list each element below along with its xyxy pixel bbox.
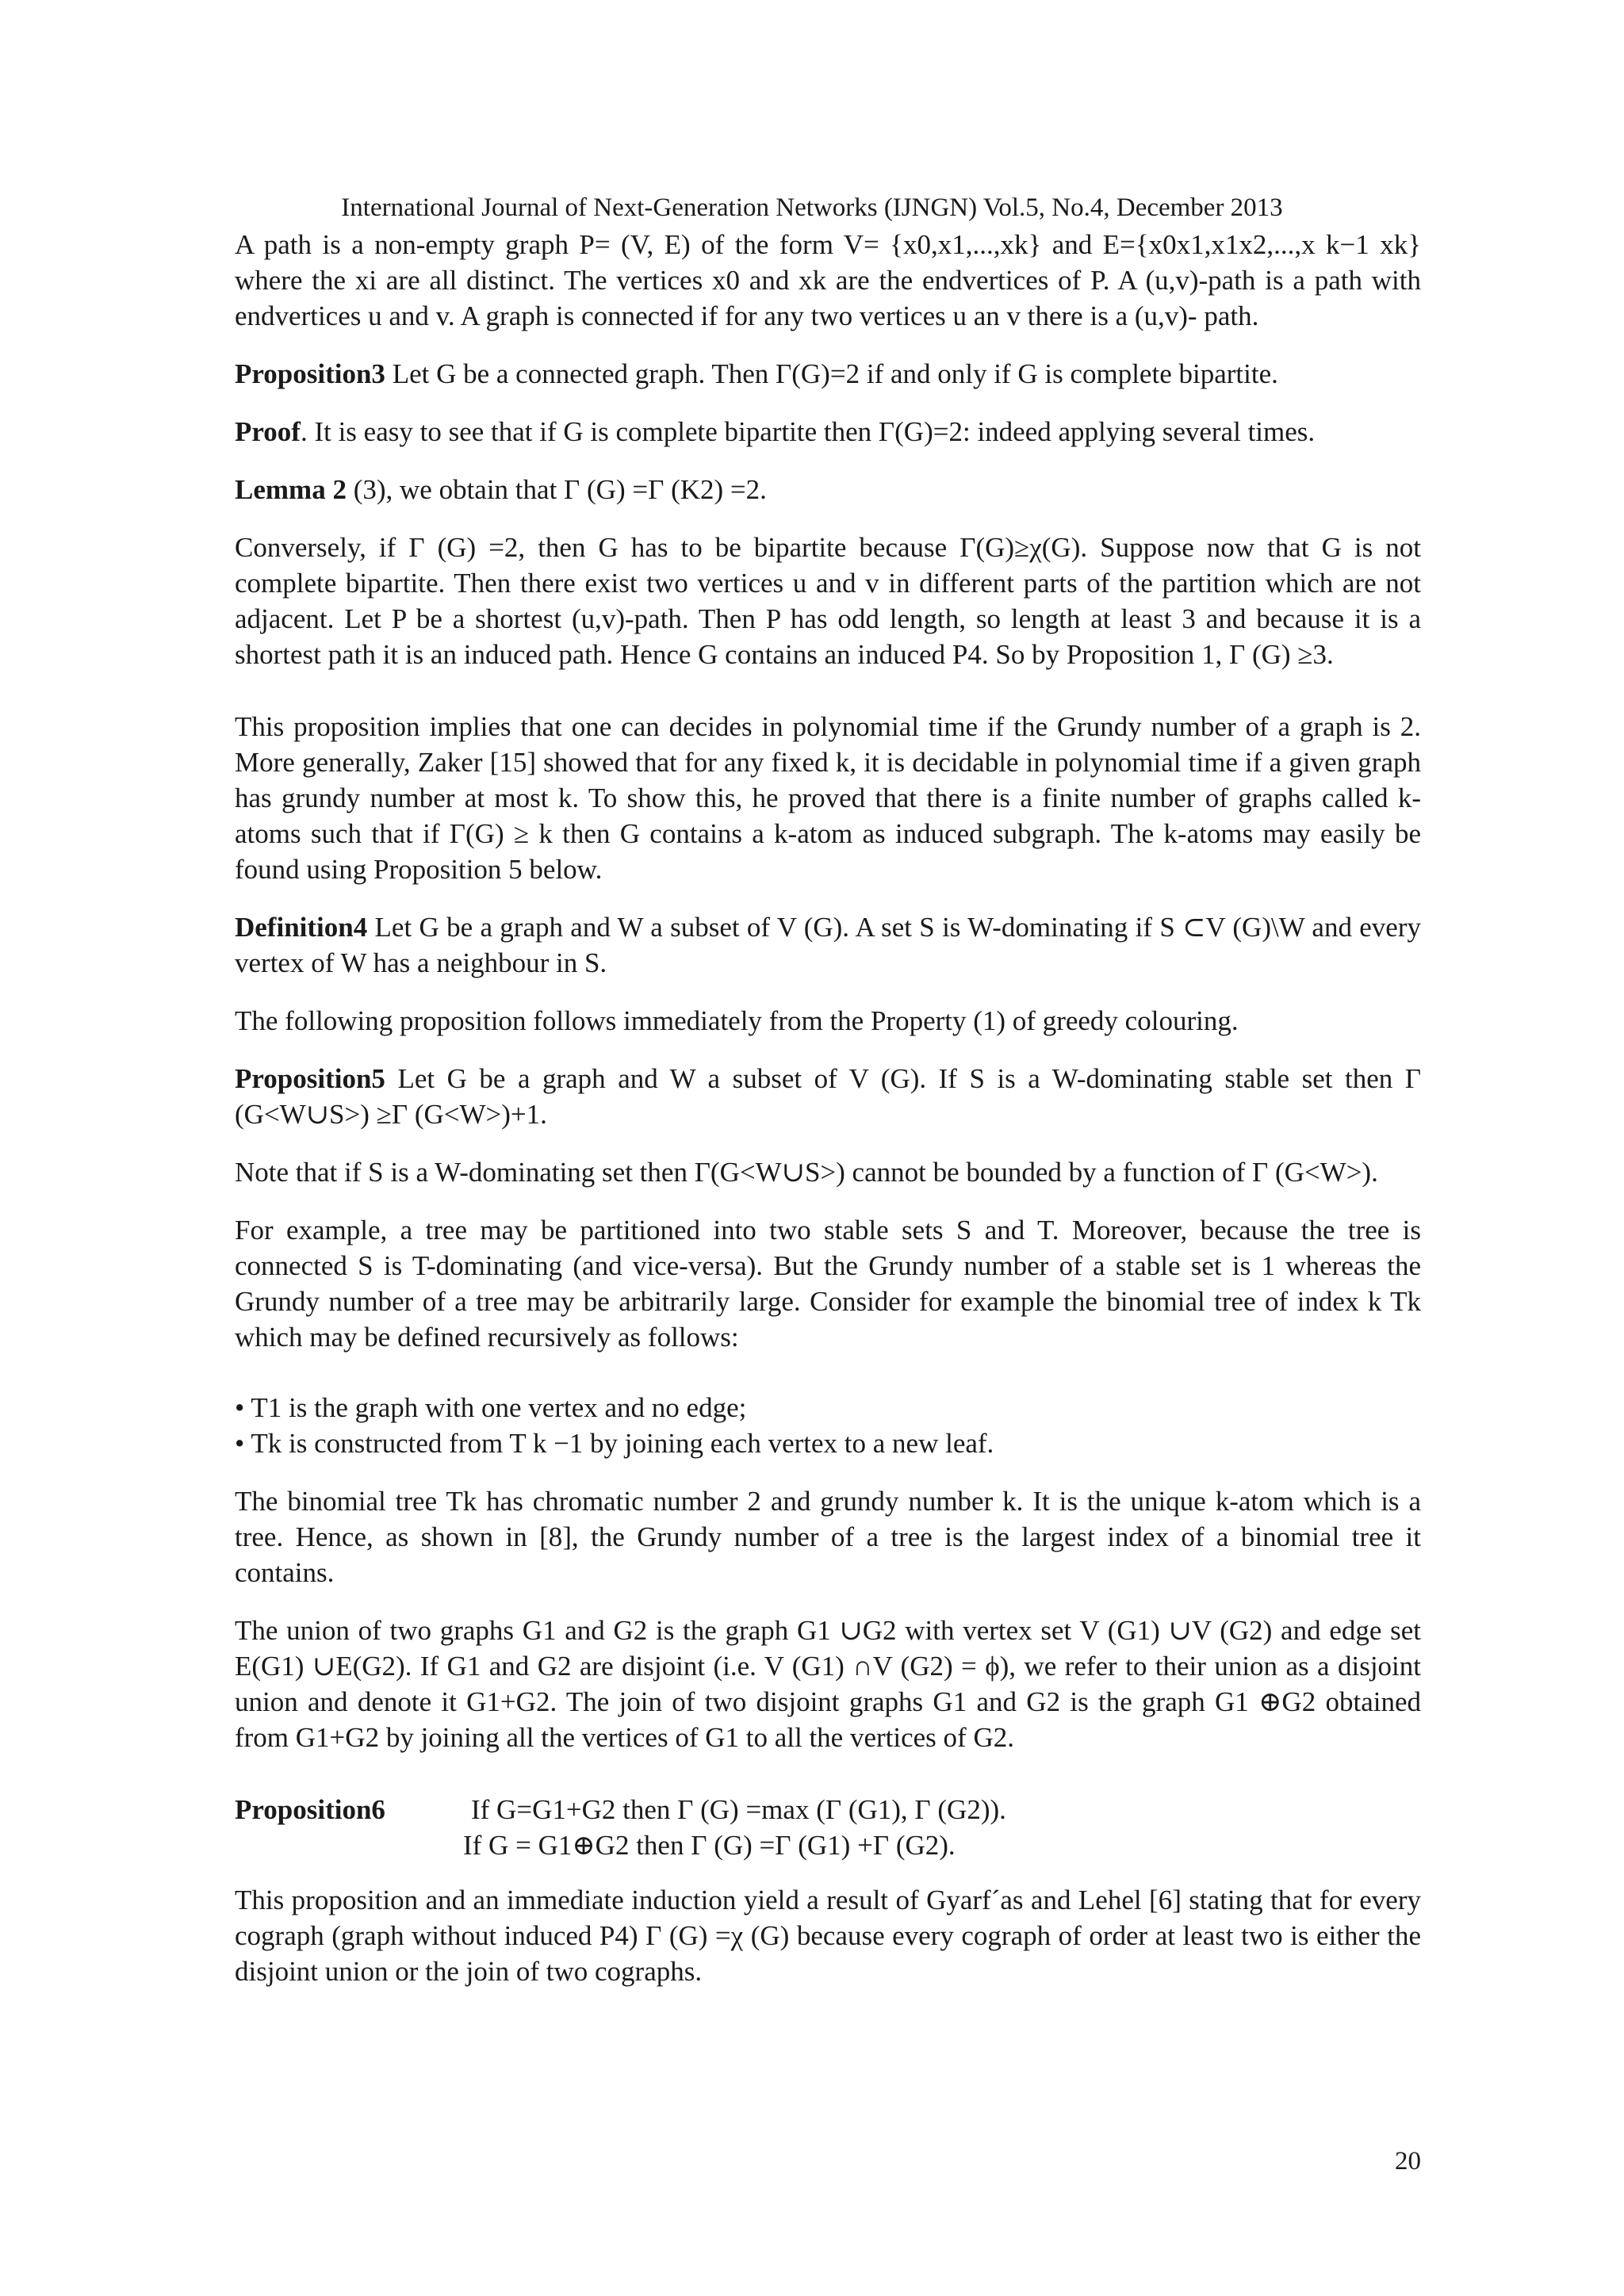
definition4-paragraph [235,909,1421,981]
lemma2-label: Lemma 2 [235,474,347,505]
lemma2-text: (3), we obtain that Γ (G) =Γ (K2) =2. [346,474,767,505]
note-paragraph: Note that if S is a W-dominating set then Γ(G<W∪S>) cannot be bounded by a function of Γ (G<W>). [235,1157,1378,1188]
proposition6-line: If G=G1+G2 then Γ (G) =max (Γ (G1), Γ (G2)). [471,1794,1006,1825]
proposition5-label: Proposition5 [235,1063,385,1094]
bullet-item: • Tk is constructed from T k −1 by joining each vertex to a new leaf. [235,1428,994,1459]
journal-header: International Journal of Next-Generation Networks (IJNGN) Vol.5, No.4, December 2013 [341,193,1283,222]
page-content [235,227,1421,1989]
proposition3-text: Let G be a connected graph. Then Γ(G)=2 if and only if G is complete bipartite. [385,358,1278,389]
proposition5-paragraph [235,1061,1421,1132]
polynomial-time-paragraph: This proposition implies that one can decides in polynomial time if the Grundy number of a graph is 2. More generally, Zaker [15] showed that for any fixed k, it is decidable in polynomial time if a given graph has grundy number at most k. To show this, he proved that there is a finite number of graphs called k-atoms such that if Γ(G) ≥ k then G contains a k-atom as induced subgraph. The k-atoms may easily be found using Proposition 5 below. [235,711,1421,885]
lemma2-paragraph [235,472,1421,507]
proposition3-paragraph [235,356,1421,392]
proposition6-line: If G = G1⊕G2 then Γ (G) =Γ (G1) +Γ (G2). [463,1830,956,1861]
proof-text: . It is easy to see that if G is complete bipartite then Γ(G)=2: indeed applying several times. [300,416,1316,447]
tree-example-paragraph: For example, a tree may be partitioned into two stable sets S and T. Moreover, because the tree is connected S is T-dominating (and vice-versa). But the Grundy number of a stable set is 1 whereas the Grundy number of a tree may be arbitrarily large. Consider for example the binomial tree of index k Tk which may be defined recursively as follows: [235,1215,1421,1353]
proposition3-label: Proposition3 [235,358,385,389]
definition4-text: Let G be a graph and W a subset of V (G). A set S is W-dominating if S ⊂V (G)\W and every vertex of W has a neighbour in S. [235,912,1421,978]
page-number: 20 [1395,2147,1421,2175]
bullet-item: • T1 is the graph with one vertex and no edge; [235,1392,747,1423]
proof-label: Proof [235,416,301,447]
path-definition-paragraph: A path is a non-empty graph P= (V, E) of the form V= {x0,x1,...,xk} and E={x0x1,x1x2,...,x k−1 xk} where the xi are all distinct. The vertices x0 and xk are the endvertices of P. A (u,v)-path is a path with endvertices u and v. A graph is connected if for any two vertices u an v there is a (u,v)- path. [235,229,1421,331]
cograph-paragraph: This proposition and an immediate induction yield a result of Gyarf´as and Lehel [6] stating that for every cograph (graph without induced P4) Γ (G) =χ (G) because every cograph of order at least two is either the disjoint union or the join of two cographs. [235,1885,1421,1987]
proof-paragraph [235,414,1421,450]
union-join-paragraph: The union of two graphs G1 and G2 is the graph G1 ∪G2 with vertex set V (G1) ∪V (G2) and edge set E(G1) ∪E(G2). If G1 and G2 are disjoint (i.e. V (G1) ∩V (G2) = ϕ), we refer to their union as a disjoint union and denote it G1+G2. The join of two disjoint graphs G1 and G2 is the graph G1 ⊕G2 obtained from G1+G2 by joining all the vertices of G1 to all the vertices of G2. [235,1615,1421,1753]
proposition6-label: Proposition6 [235,1794,385,1825]
proposition6-block [235,1792,1421,1863]
definition4-label: Definition4 [235,912,368,943]
proposition5-text: Let G be a graph and W a subset of V (G). If S is a W-dominating stable set then Γ (G<W∪S>) ≥Γ (G<W>)+1. [235,1063,1421,1130]
following-paragraph: The following proposition follows immediately from the Property (1) of greedy colouring. [235,1005,1239,1036]
binomial-tree-paragraph: The binomial tree Tk has chromatic number 2 and grundy number k. It is the unique k-atom which is a tree. Hence, as shown in [8], the Grundy number of a tree is the largest index of a binomial tree it contains. [235,1486,1421,1588]
proposition6-statements [463,1792,1006,1863]
conversely-paragraph: Conversely, if Γ (G) =2, then G has to be bipartite because Γ(G)≥χ(G). Suppose now that G is not complete bipartite. Then there exist two vertices u and v in different parts of the partition which are not adjacent. Let P be a shortest (u,v)-path. Then P has odd length, so length at least 3 and because it is a shortest path it is an induced path. Hence G contains an induced P4. So by Proposition 1, Γ (G) ≥3. [235,532,1421,670]
binomial-tree-bullet-list [235,1390,1421,1461]
